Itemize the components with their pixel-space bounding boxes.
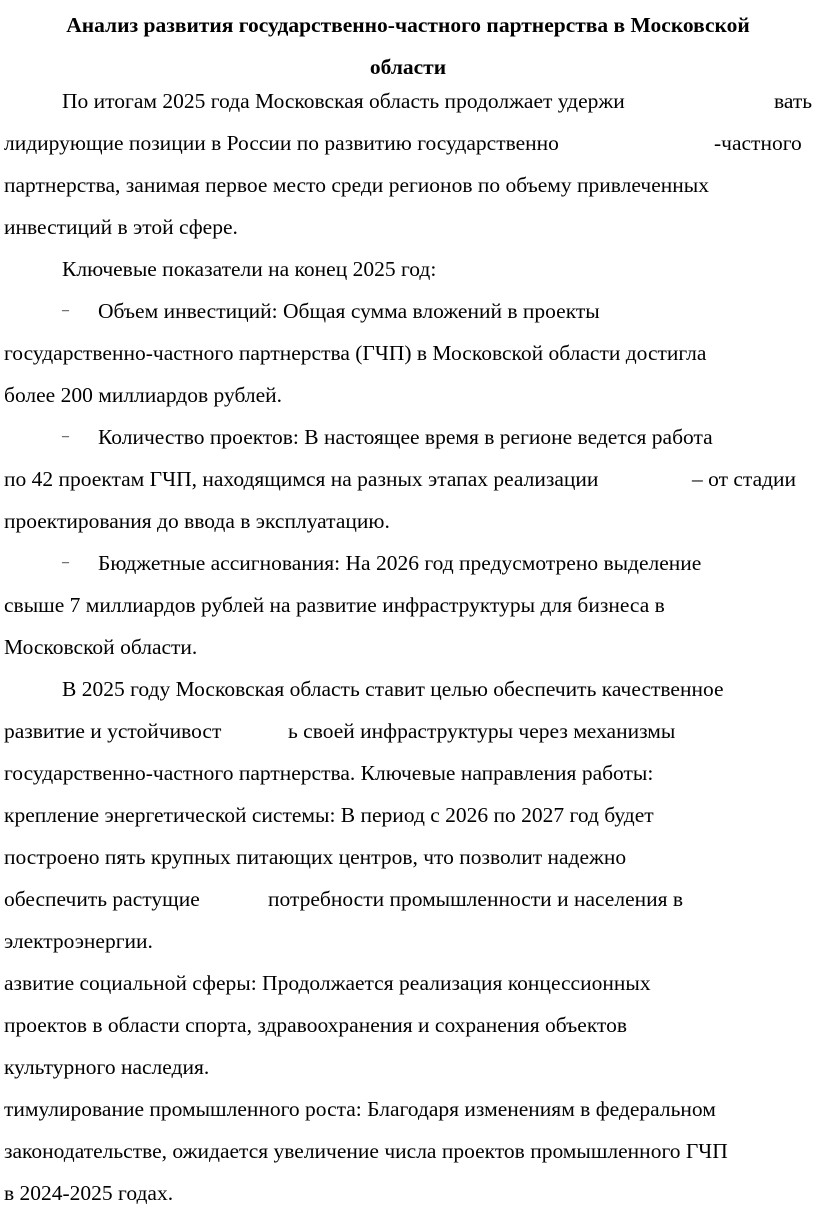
p3-line-2-end: ь своей инфраструктуры через механизмы	[288, 719, 676, 743]
p2-line-1: Ключевые показатели на конец 2025 год:	[62, 257, 437, 281]
p4-line-1: крепление энергетической системы: В период с 2026 по 2027 год будет	[4, 803, 654, 827]
bullet-1-line-2: государственно-частного партнерства (ГЧП) в Московской области достигла	[4, 341, 707, 365]
bullet-2-line-2-end: – от стадии	[692, 467, 797, 491]
bullet-3-line-1: Бюджетные ассигнования: На 2026 год предусмотрено выделение	[98, 551, 702, 575]
p6-line-3: в 2024-2025 годах.	[4, 1181, 174, 1205]
bullet-3-marker: –	[62, 555, 69, 570]
p3-line-1: В 2025 году Московская область ставит целью обеспечить качественное	[62, 677, 724, 701]
p5-line-3: культурного наследия.	[4, 1055, 210, 1079]
bullet-1-line-1: Объем инвестиций: Общая сумма вложений в проекты	[98, 299, 600, 323]
p1-line-4: инвестиций в этой сфере.	[4, 215, 238, 239]
p1-line-1	[62, 80, 625, 122]
p5-line-1: азвитие социальной сферы: Продолжается реализация концессионных	[4, 971, 651, 995]
bullet-2-line-3: проектирования до ввода в эксплуатацию.	[4, 509, 390, 533]
p1-line-1-start: По итогам 2025 года Московская область продолжает удержи	[62, 89, 625, 113]
bullet-2-marker: –	[62, 429, 69, 444]
p3-line-2-start: развитие и устойчивост	[4, 719, 222, 743]
p6-line-1: тимулирование промышленного роста: Благодаря изменениям в федеральном	[4, 1097, 716, 1121]
p5-line-2: проектов в области спорта, здравоохранения и сохранения объектов	[4, 1013, 628, 1037]
p1-line-3: партнерства, занимая первое место среди регионов по объему привлеченных	[4, 173, 709, 197]
p1-line-2-end: -частного	[714, 131, 802, 155]
p4-line-3-end: потребности промышленности и населения в	[268, 887, 684, 911]
bullet-1-line-3: более 200 миллиардов рублей.	[4, 383, 283, 407]
document-title	[0, 0, 816, 88]
title-line-1: Анализ развития государственно-частного партнерства в Московской	[66, 13, 750, 37]
title-line-2: области	[369, 55, 447, 79]
p1-line-1-end: вать	[774, 89, 813, 113]
bullet-2-line-1: Количество проектов: В настоящее время в регионе ведется работа	[98, 425, 713, 449]
p3-line-3: государственно-частного партнерства. Ключевые направления работы:	[4, 761, 654, 785]
bullet-3-line-3: Московской области.	[4, 635, 198, 659]
bullet-2-line-2: по 42 проектам ГЧП, находящимся на разных этапах реализации	[4, 467, 599, 491]
p4-line-3-start: обеспечить растущие	[4, 887, 200, 911]
p1-line-2: лидирующие позиции в России по развитию государственно	[4, 131, 559, 155]
p6-line-2: законодательстве, ожидается увеличение числа проектов промышленного ГЧП	[4, 1139, 728, 1163]
bullet-3-line-2: свыше 7 миллиардов рублей на развитие инфраструктуры для бизнеса в	[4, 593, 665, 617]
bullet-1-marker: –	[62, 303, 69, 318]
p4-line-2: построено пять крупных питающих центров, что позволит надежно	[4, 845, 627, 869]
p4-line-4: электроэнергии.	[4, 929, 153, 953]
